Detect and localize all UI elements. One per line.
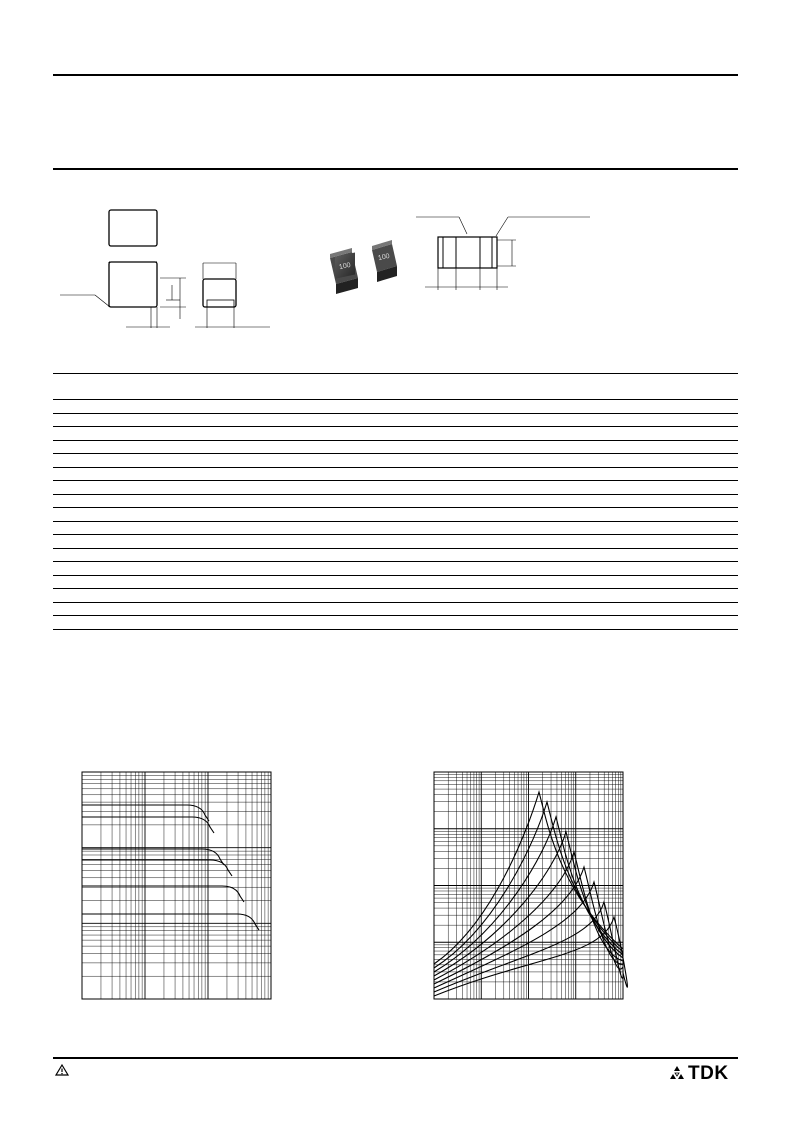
series-line xyxy=(82,849,224,865)
part-marking-2: 100 xyxy=(377,252,391,263)
table-rule xyxy=(53,467,738,468)
table-rule xyxy=(53,399,738,400)
table-rule xyxy=(53,521,738,522)
table-rule xyxy=(53,480,738,481)
table-rule xyxy=(53,440,738,441)
table-rule xyxy=(53,494,738,495)
table-rule xyxy=(53,507,738,508)
table-rule xyxy=(53,426,738,427)
table-rule xyxy=(53,534,738,535)
table-rule xyxy=(53,413,738,414)
series-line xyxy=(82,886,244,902)
table-rule xyxy=(53,575,738,576)
table-rule xyxy=(53,453,738,454)
tdk-logo-icon xyxy=(667,1065,687,1081)
table-rule xyxy=(53,561,738,562)
warning-icon xyxy=(55,1064,69,1076)
table-rule xyxy=(53,588,738,589)
table-rule xyxy=(53,615,738,616)
inductor-chip-2 xyxy=(372,240,397,282)
table-rule xyxy=(53,602,738,603)
series-line xyxy=(82,860,232,876)
table-rule xyxy=(53,629,738,630)
series-line xyxy=(82,914,259,930)
brand-logo: TDK xyxy=(688,1063,729,1084)
part-marking-1: 100 xyxy=(338,261,352,272)
inductor-chip-1 xyxy=(330,248,358,294)
chart-2 xyxy=(434,772,624,1000)
footer-rule xyxy=(53,1057,738,1059)
table-rule xyxy=(53,548,738,549)
chart-1 xyxy=(82,772,272,1000)
table-rule xyxy=(53,373,738,374)
